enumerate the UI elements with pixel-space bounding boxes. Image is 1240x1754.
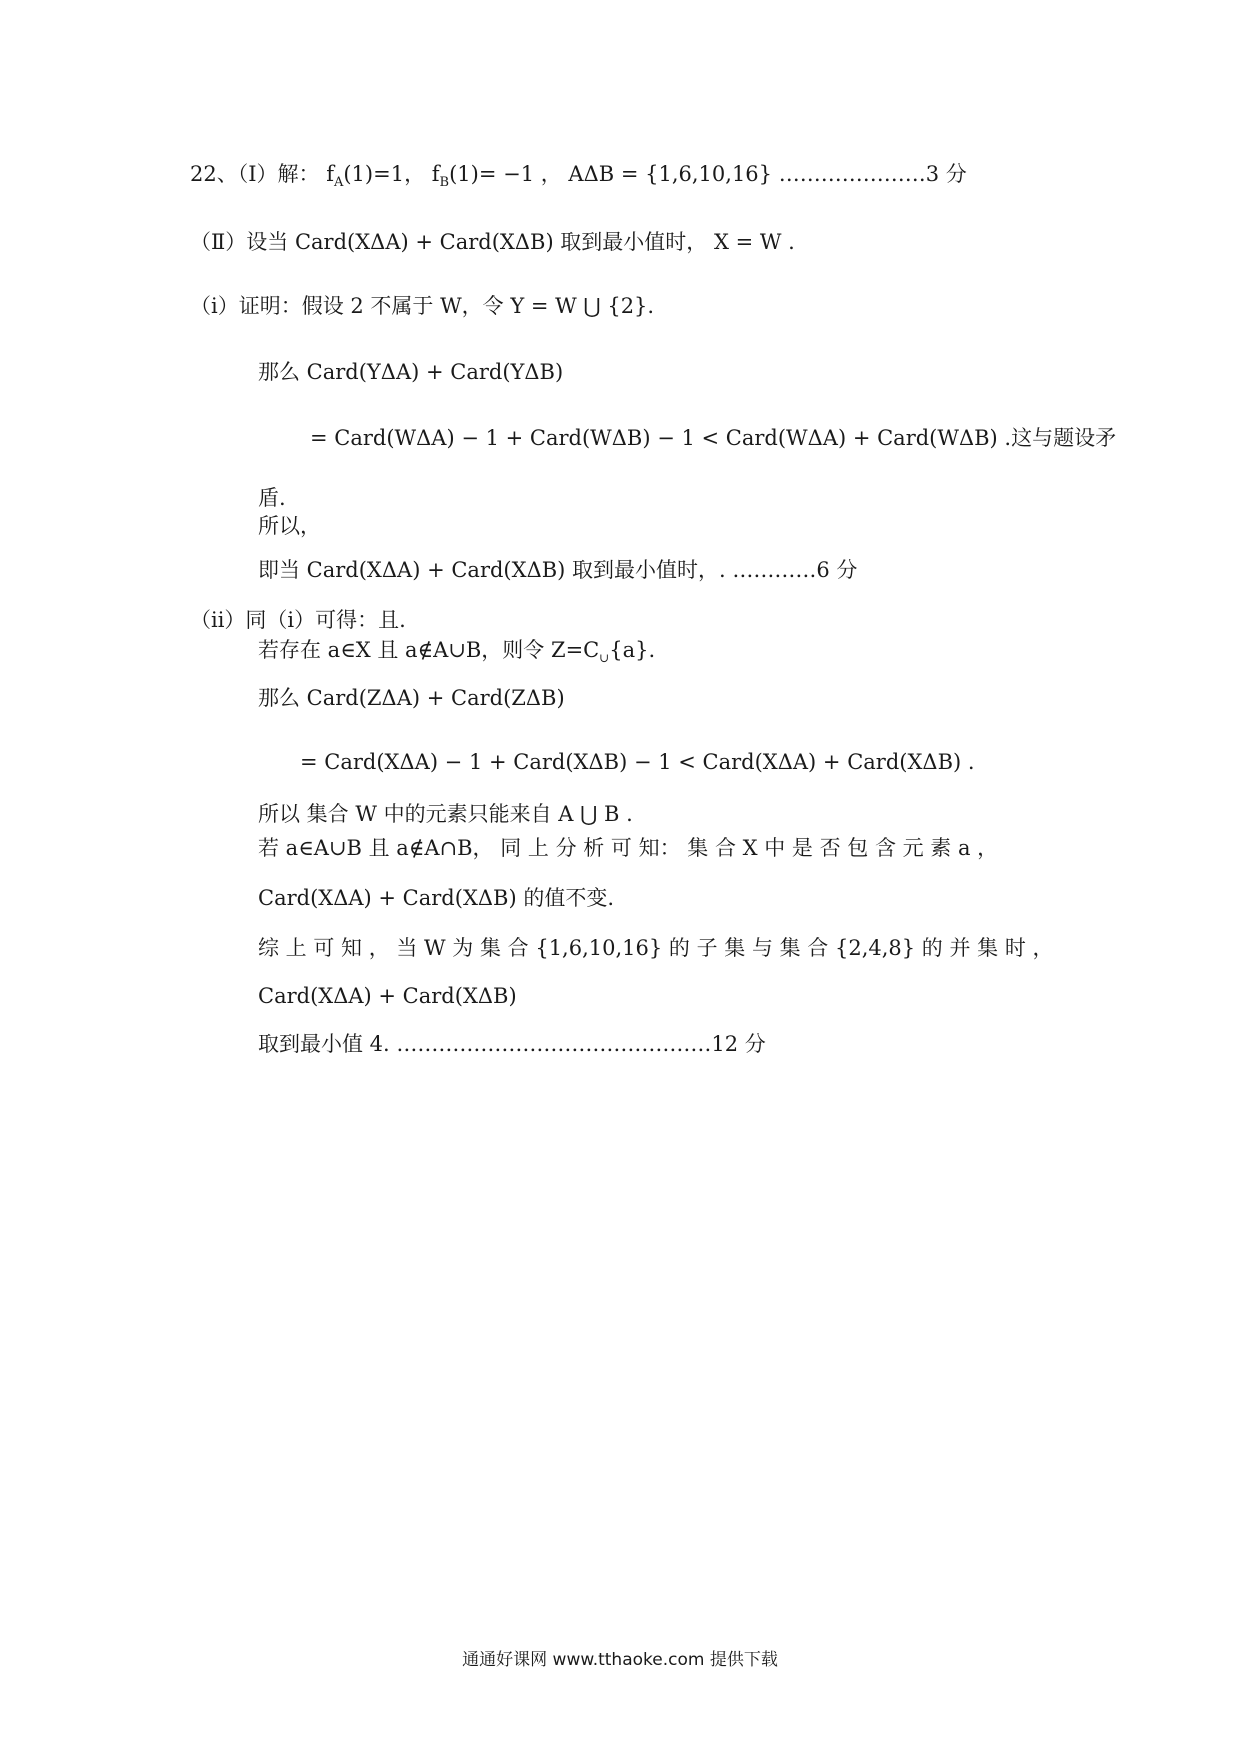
line-text: (1)= −1 ， AΔB = {1,6,10,16} …………………3 分 [449,162,967,186]
proof-i-inequality: = Card(WΔA) − 1 + Card(WΔB) − 1 < Card(WΔA) + Card(WΔB) .这与题设矛 [310,426,1117,450]
proof-ii-elements: 所以 集合 W 中的元素只能来自 A ⋃ B . [258,802,633,826]
proof-i-therefore: 所以， [258,514,321,538]
line-text: {a}. [609,638,656,662]
footer-source-note: 通通好课网 www.tthaoke.com 提供下载 [462,1650,778,1670]
proof-ii-assumption [258,636,655,672]
proof-i-continuation: 盾. [258,486,286,510]
line-text: (1)=1， f [343,162,440,186]
subscript-union: ∪ [599,651,610,666]
line-text: 若存在 a∈X 且 a∉A∪B，则令 Z=C [258,638,600,662]
proof-ii-expression: 那么 Card(ZΔA) + Card(ZΔB) [258,686,565,710]
line-text: 22、（Ⅰ）解： f [190,162,334,186]
answer-22-part-1 [190,160,967,197]
proof-i-expression: 那么 Card(YΔA) + Card(YΔB) [258,360,564,384]
summary-minimum-value: 取到最小值 4. ………………………………………12 分 [258,1032,766,1056]
proof-ii-value-unchanged: Card(XΔA) + Card(XΔB) 的值不变. [258,886,615,910]
subscript-b: B [439,175,450,191]
proof-ii-intro: （ⅱ）同（ⅰ）可得：且. [190,608,406,632]
proof-ii-same-analysis: 若 a∈A∪B 且 a∉A∩B， 同 上 分 析 可 知： 集 合 X 中 是 否 包 含 元 素 a ， [258,836,999,860]
answer-22-part-2-intro: （Ⅱ）设当 Card(XΔA) + Card(XΔB) 取到最小值时， X = W . [190,230,795,254]
proof-i-assumption: （ⅰ）证明：假设 2 不属于 W，令 Y = W ⋃ {2}. [190,294,655,318]
summary-statement: 综 上 可 知 ， 当 W 为 集 合 {1,6,10,16} 的 子 集 与 集 合 {2,4,8} 的 并 集 时 ， [258,936,1054,960]
summary-expression: Card(XΔA) + Card(XΔB) [258,984,517,1008]
subscript-a: A [333,175,344,191]
proof-ii-inequality: = Card(XΔA) − 1 + Card(XΔB) − 1 < Card(XΔA) + Card(XΔB) . [300,750,975,774]
proof-i-conclusion: 即当 Card(XΔA) + Card(XΔB) 取到最小值时，. …………6 分 [258,558,858,582]
